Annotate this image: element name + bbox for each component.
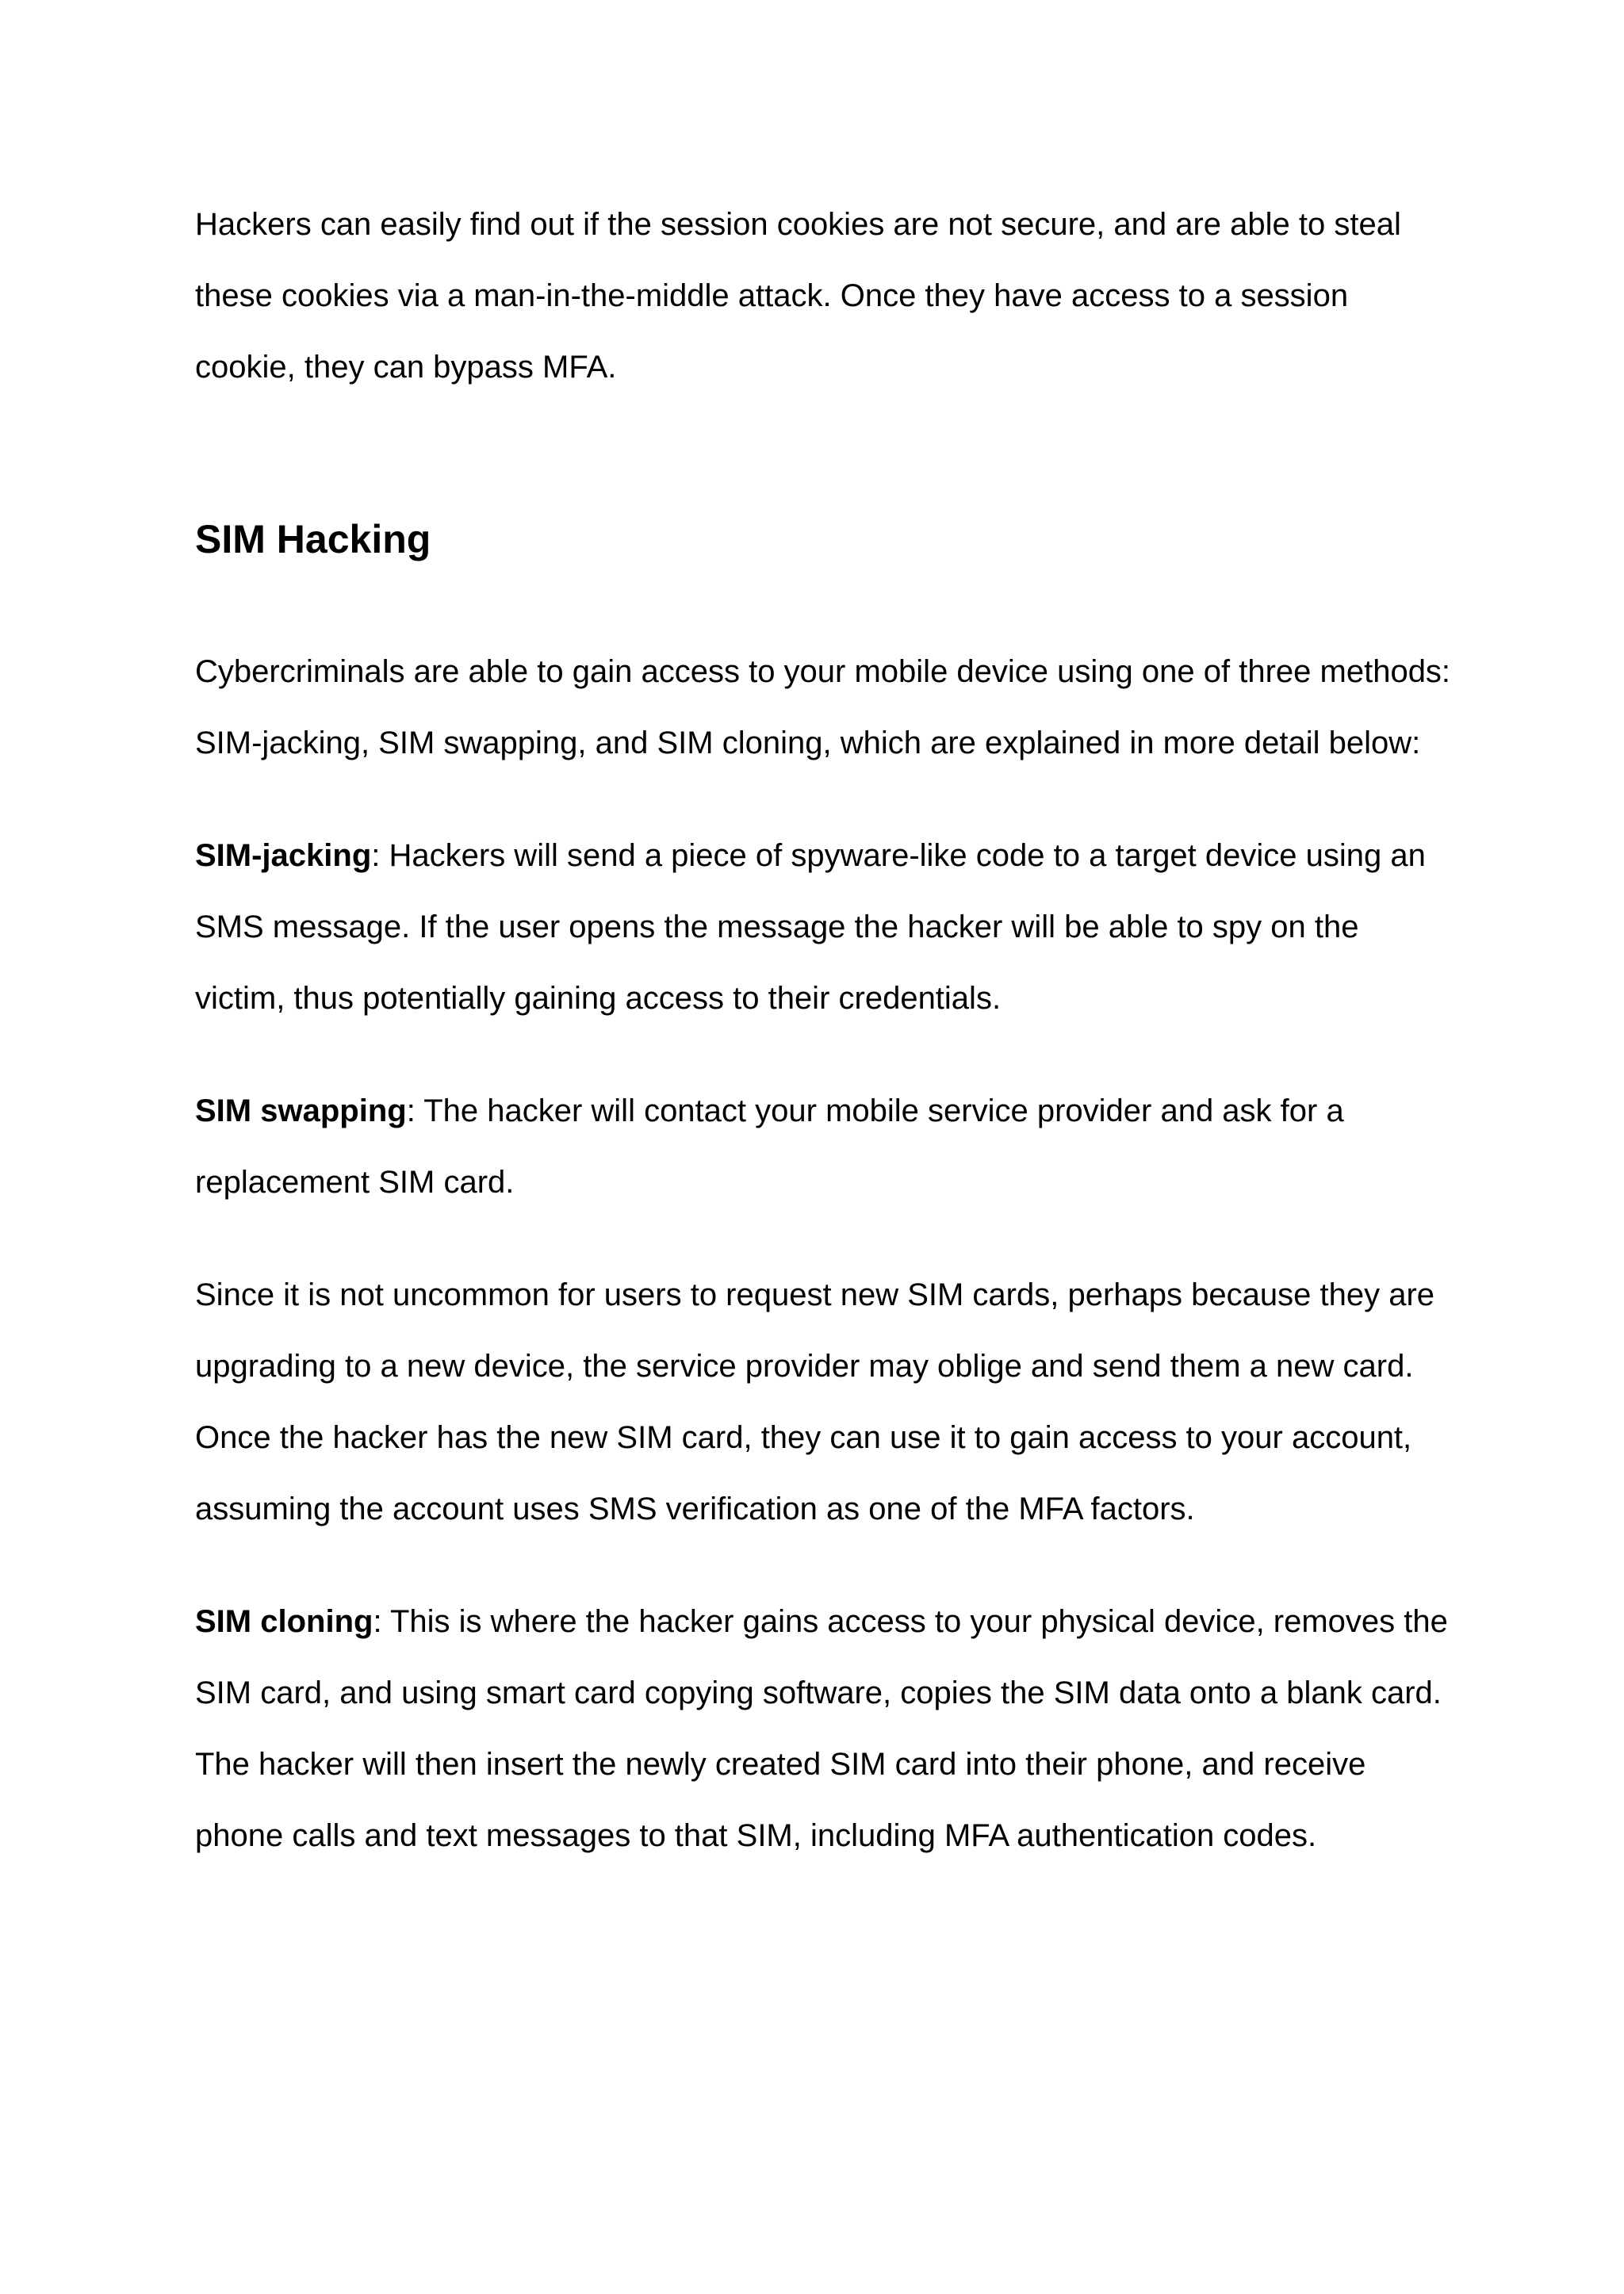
sim-swapping-text: : The hacker will contact your mobile service provider and ask for a replacement SIM card. <box>195 1093 1344 1200</box>
sim-cloning-term: SIM cloning <box>195 1604 373 1639</box>
sim-jacking-term: SIM-jacking <box>195 838 372 873</box>
sim-cloning-paragraph <box>195 1586 1456 1871</box>
document-body <box>195 189 1456 1871</box>
sim-swapping-term: SIM swapping <box>195 1093 407 1128</box>
sim-swapping-paragraph <box>195 1075 1456 1218</box>
sim-jacking-paragraph <box>195 820 1456 1034</box>
sim-jacking-text: : Hackers will send a piece of spyware-like code to a target device using an SMS message. If the user opens the message the hacker will be able to spy on the victim, thus potentially gaining access to their credentials. <box>195 838 1426 1016</box>
section-heading: SIM Hacking <box>195 517 431 561</box>
sim-cloning-text: : This is where the hacker gains access to your physical device, removes the SIM card, and using smart card copying software, copies the SIM data onto a blank card. The hacker will then insert the newly created SIM card into their phone, and receive phone calls and text messages to that SIM, including MFA authentication codes. <box>195 1604 1448 1853</box>
section-intro-paragraph: Cybercriminals are able to gain access to your mobile device using one of three methods: SIM-jacking, SIM swapping, and SIM cloning, which are explained in more detail below: <box>195 654 1451 760</box>
intro-paragraph: Hackers can easily find out if the session cookies are not secure, and are able to steal these cookies via a man-in-the-middle attack. Once they have access to a session cookie, they can bypass MFA. <box>195 207 1401 385</box>
sim-swapping-followup-paragraph: Since it is not uncommon for users to request new SIM cards, perhaps because they are upgrading to a new device, the service provider may oblige and send them a new card. Once the hacker has the new SIM card, they can use it to gain access to your account, assuming the account uses SMS verification as one of the MFA factors. <box>195 1277 1435 1526</box>
